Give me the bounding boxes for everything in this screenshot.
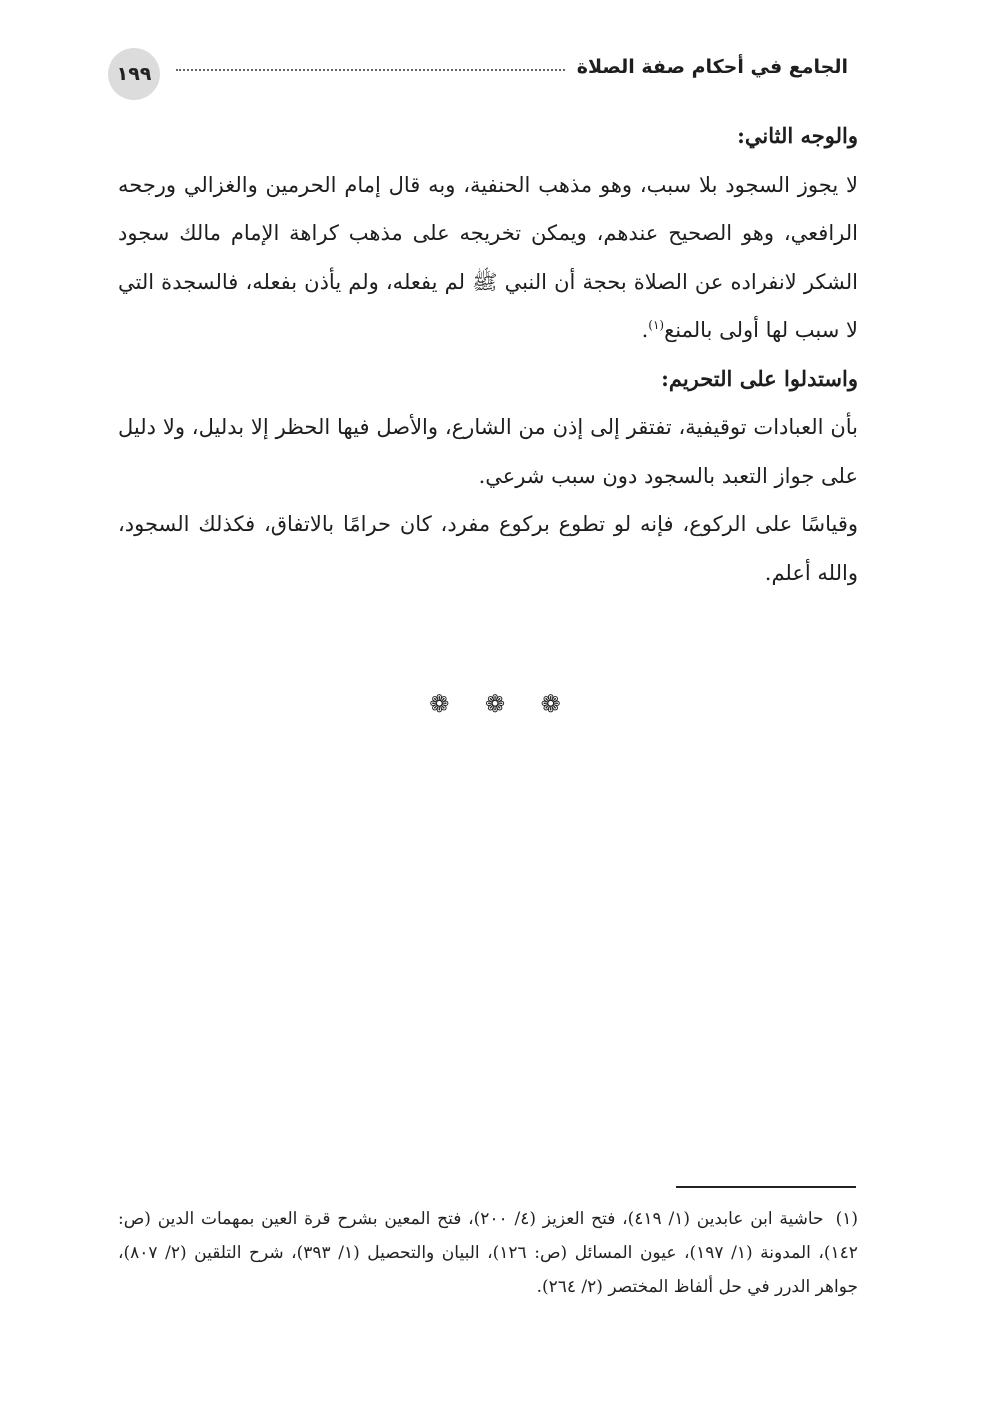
page-header (108, 44, 848, 104)
section-separator-ornament: ❁ ❁ ❁ (429, 690, 575, 718)
leader-dots (176, 69, 565, 71)
page-number-badge (108, 48, 160, 100)
paragraph-3: وقياسًا على الركوع، فإنه لو تطوع بركوع مفرد، كان حرامًا بالاتفاق، فكذلك السجود، والله أعلم. (118, 512, 858, 585)
footnote-1-text: حاشية ابن عابدين (١/ ٤١٩)، فتح العزيز (٤/ ٢٠٠)، فتح المعين بشرح قرة العين بمهمات الدين (ص: ١٤٢)، المدونة (١/ ١٩٧)، عيون المسائل (ص: ١٢٦)، البيان والتحصيل (١/ ٣٩٣)، شرح التلقين (٢/ ٨٠٧)، جواهر الدرر في حل ألفاظ المختصر (٢/ ٢٦٤). (118, 1209, 858, 1297)
section-heading-evidence: واستدلوا على التحريم: (661, 365, 858, 391)
main-text (118, 112, 858, 597)
book-title: الجامع في أحكام صفة الصلاة (576, 56, 848, 78)
paragraph-2: بأن العبادات توقيفية، تفتقر إلى إذن من الشارع، والأصل فيها الحظر إلا بدليل، ولا دليل على جواز التعبد بالسجود دون سبب شرعي. (118, 415, 858, 488)
footnote-1 (118, 1202, 858, 1304)
footnotes (118, 1202, 858, 1304)
page-number: ١٩٩ (116, 63, 152, 85)
footnote-reference[interactable]: (١) (648, 318, 665, 332)
running-title (176, 56, 848, 78)
section-heading-second-view: والوجه الثاني: (737, 123, 858, 148)
paragraph-1 (118, 161, 858, 355)
footnote-1-mark: (١) (835, 1209, 858, 1229)
paragraph-1-end: . (641, 318, 649, 342)
paragraph-1-text: لا يجوز السجود بلا سبب، وهو مذهب الحنفية، وبه قال إمام الحرمين والغزالي ورجحه الرافعي، وهو الصحيح عندهم، ويمكن تخريجه على مذهب كراهة الإمام مالك سجود الشكر لانفراده عن الصلاة بحجة أن النبي ﷺ لم يفعله، ولم يأذن بفعله، فالسجدة التي لا سبب لها أولى بالمنع (118, 172, 858, 342)
footnote-divider (676, 1186, 856, 1188)
